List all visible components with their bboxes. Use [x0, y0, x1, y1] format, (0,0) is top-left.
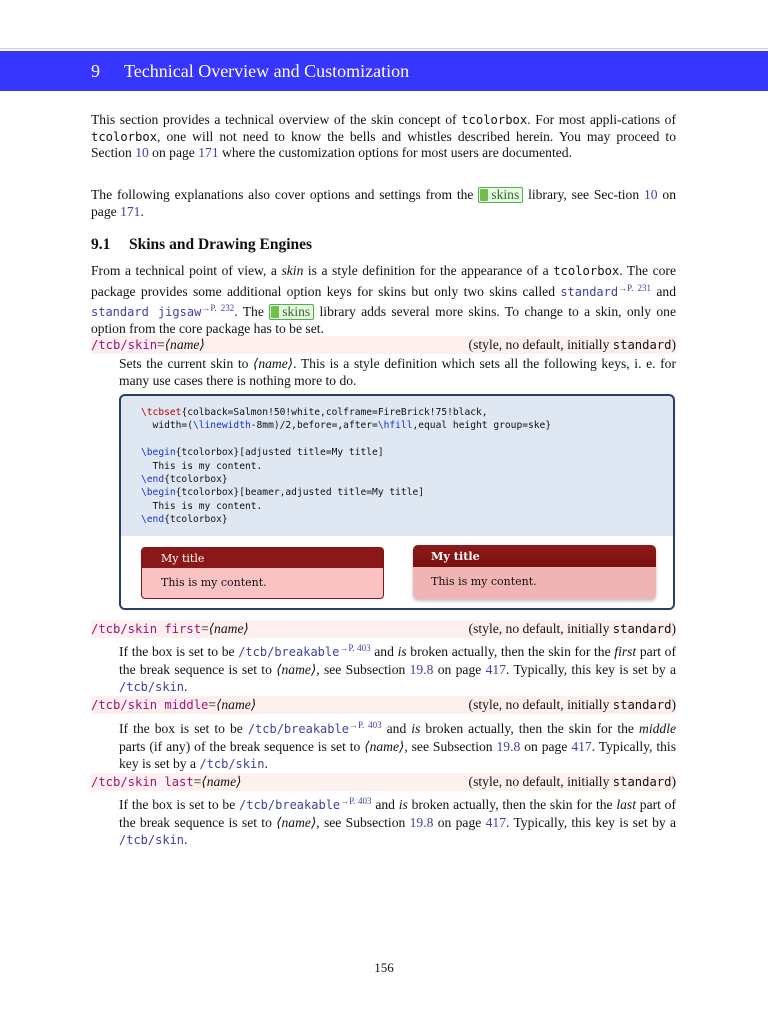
key-name: /tcb/skin first: [91, 622, 202, 636]
beamer-skin-box: [413, 545, 656, 599]
header-rule: [0, 48, 768, 49]
key-type: [469, 697, 676, 713]
key-signature: [91, 337, 205, 353]
text: , see Subsection: [404, 739, 497, 754]
text: and: [651, 283, 676, 299]
key-signature: [91, 621, 249, 637]
text: . Typically, this key is set by a: [505, 662, 677, 677]
text: on page: [148, 145, 199, 161]
text: =: [208, 697, 217, 712]
code-keyword: \begin: [141, 487, 176, 499]
page-link[interactable]: 171: [120, 203, 141, 219]
text: , see Subsection: [316, 815, 410, 830]
code-text: tcolorbox: [553, 264, 620, 278]
text: Sets the current skin to: [119, 356, 254, 371]
code-keyword: \hfill: [377, 420, 413, 432]
code-text: {colback=Salmon!50!white,colframe=FireBrick!75!black,: [181, 407, 488, 418]
box-content: This is my content.: [431, 575, 537, 588]
text: on page: [433, 815, 486, 830]
section-link[interactable]: 10: [135, 145, 149, 161]
text: =: [193, 774, 202, 789]
text: .: [264, 756, 268, 771]
library-icon: [480, 189, 488, 201]
subsection-link[interactable]: 19.8: [409, 815, 434, 830]
box-content: This is my content.: [161, 576, 267, 589]
key-skin-description: [119, 355, 676, 389]
text: broken actually, then the skin for the: [406, 644, 615, 659]
key-skin-last-description: [119, 793, 676, 849]
page-ref[interactable]: →P. 231: [618, 282, 652, 293]
text: library adds several more skins. To change to a skin, only one option from the core package has to be set.: [91, 304, 676, 336]
text: and: [371, 797, 399, 812]
subsection-title: Skins and Drawing Engines: [129, 236, 313, 253]
text: If the box is set to be: [119, 797, 239, 812]
skins-library-badge[interactable]: [269, 304, 314, 320]
text: on page: [91, 187, 676, 219]
text: . For most appli-cations of: [527, 112, 676, 127]
standard-skin-box: [141, 547, 384, 599]
text: part of the break sequence is set to: [119, 797, 676, 830]
subsection-heading: [91, 236, 312, 254]
key-link-skin[interactable]: /tcb/skin: [119, 833, 185, 847]
text: where the customization options for most users are documented.: [218, 145, 572, 161]
key-type: [469, 621, 676, 637]
key-type: [469, 774, 676, 790]
code-text: {tcolorbox}: [164, 474, 228, 486]
emphasis: is: [411, 721, 421, 736]
subsection-link[interactable]: 19.8: [496, 739, 521, 754]
key-link-breakable[interactable]: /tcb/breakable: [247, 722, 349, 736]
key-arg: ⟨name⟩: [276, 662, 317, 677]
example-output: [121, 536, 673, 608]
section-banner: [0, 51, 768, 91]
emphasis: middle: [639, 721, 676, 736]
subsection-number: 9.1: [91, 236, 111, 253]
skin-paragraph: [91, 263, 676, 337]
default-value: standard: [612, 698, 672, 712]
page-link[interactable]: 417: [485, 815, 506, 830]
key-link-breakable[interactable]: /tcb/breakable: [238, 645, 340, 659]
key-type: [469, 337, 676, 353]
text: , see Subsection: [316, 662, 410, 677]
key-signature: [91, 774, 241, 790]
key-arg: ⟨name⟩: [253, 356, 294, 371]
text: broken actually, then the skin for the: [407, 797, 617, 812]
key-link-standard[interactable]: standard: [560, 284, 619, 299]
text: ): [671, 697, 676, 712]
key-signature: [91, 697, 256, 713]
code-text: width=(: [141, 420, 193, 432]
page-ref[interactable]: →P. 232: [201, 303, 235, 314]
text: broken actually, then the skin for the: [420, 721, 639, 736]
code-text: {tcolorbox}: [164, 514, 228, 526]
key-arg: ⟨name⟩: [201, 774, 242, 789]
key-skin-first-header: [91, 620, 676, 638]
text: ): [671, 774, 676, 789]
page-link[interactable]: 417: [485, 662, 506, 677]
text: , one will not need to know the bells and whistles described herein. You may proceed to Section: [91, 128, 676, 161]
text: ): [671, 621, 676, 636]
skins-library-badge[interactable]: [478, 187, 523, 203]
emphasis: is: [398, 797, 408, 812]
text: =: [157, 337, 165, 352]
text: (style, no default, initially: [468, 621, 613, 636]
emphasis: first: [614, 644, 637, 659]
section-title: Technical Overview and Customization: [124, 61, 410, 81]
key-link-skin[interactable]: /tcb/skin: [119, 680, 185, 694]
badge-label: skins: [282, 304, 311, 320]
emphasis: is: [397, 644, 407, 659]
key-link-standard-jigsaw[interactable]: standard jigsaw: [91, 305, 202, 320]
text: part of the break sequence is set to: [119, 644, 676, 677]
default-value: standard: [612, 622, 672, 636]
box-title: My title: [142, 548, 383, 568]
text: is a style definition for the appearance of a: [303, 263, 554, 278]
text: (style, no default, initially: [468, 697, 613, 712]
code-keyword: \end: [141, 514, 165, 526]
page-link[interactable]: 171: [198, 145, 219, 161]
text: ): [671, 337, 676, 352]
page-number: 156: [374, 960, 394, 975]
text: . Typically, this key is set by a: [505, 815, 677, 830]
text: =: [201, 621, 209, 636]
key-arg: ⟨name⟩: [208, 621, 249, 636]
key-link-breakable[interactable]: /tcb/breakable: [239, 798, 341, 812]
text: (style, no default, initially: [468, 337, 613, 352]
intro2-paragraph: [91, 187, 676, 220]
text: From a technical point of view, a: [91, 263, 282, 278]
text: If the box is set to be: [119, 644, 239, 659]
text: on page: [433, 662, 486, 677]
key-link-skin[interactable]: /tcb/skin: [199, 757, 265, 771]
key-name: /tcb/skin last: [91, 775, 194, 789]
text: .: [140, 203, 144, 219]
page-ref[interactable]: →P. 403: [348, 720, 382, 730]
section-number: 9: [91, 61, 100, 81]
emphasis: last: [616, 797, 636, 812]
text: . The core package provides some additional option keys for skins but only two skins called: [91, 263, 676, 299]
subsection-link[interactable]: 19.8: [409, 662, 434, 677]
code-text: ,equal height group=ske}: [412, 420, 552, 432]
code-text: {tcolorbox}[adjusted title=My title]: [175, 447, 384, 459]
intro-paragraph: [91, 112, 676, 162]
key-skin-first-description: [119, 640, 676, 696]
example-box: [119, 394, 675, 610]
text: . This is a style definition which sets all the following keys, i. e. for many use cases there is nothing more to do.: [119, 356, 676, 388]
code-keyword: \linewidth: [192, 420, 251, 432]
text: .: [184, 679, 188, 694]
section-link[interactable]: 10: [643, 187, 658, 202]
text: (style, no default, initially: [468, 774, 613, 789]
key-skin-last-header: [91, 773, 676, 791]
text: and: [370, 644, 398, 659]
default-value: standard: [612, 338, 672, 352]
text: The following explanations also cover options and settings from the: [91, 187, 479, 202]
key-skin-header: [91, 336, 676, 354]
text: on page: [520, 739, 572, 754]
code-text: This is my content.: [141, 460, 263, 472]
text: parts (if any) of the break sequence is set to: [119, 739, 365, 754]
box-title: My title: [413, 545, 656, 567]
code-text: tcolorbox: [461, 113, 528, 127]
code-keyword: \begin: [141, 447, 176, 459]
key-name: /tcb/skin: [91, 338, 158, 352]
page-ref[interactable]: →P. 403: [339, 643, 371, 653]
key-arg: ⟨name⟩: [216, 697, 257, 712]
code-text: {tcolorbox}[beamer,adjusted title=My title]: [175, 487, 425, 499]
code-keyword: \tcbset: [141, 407, 182, 418]
text: .: [184, 832, 188, 847]
text: and: [381, 721, 412, 736]
default-value: standard: [612, 775, 672, 789]
example-code: [141, 406, 551, 527]
emphasis: skin: [281, 263, 304, 278]
page-ref[interactable]: →P. 403: [340, 796, 372, 806]
code-text: tcolorbox: [91, 129, 158, 144]
text: If the box is set to be: [119, 721, 248, 736]
key-skin-middle-description: [119, 717, 676, 773]
text: . The: [234, 304, 270, 320]
text: This section provides a technical overview of the skin concept of: [91, 112, 462, 127]
text: library, see Sec-tion: [523, 187, 644, 202]
badge-label: skins: [491, 187, 520, 202]
code-keyword: \end: [141, 474, 165, 486]
code-text: -8mm)/2,before=,after=: [250, 420, 378, 432]
key-arg: ⟨name⟩: [364, 739, 405, 754]
key-name: /tcb/skin middle: [91, 698, 209, 712]
code-text: This is my content.: [141, 500, 263, 512]
key-arg: ⟨name⟩: [164, 337, 205, 352]
key-skin-middle-header: [91, 696, 676, 714]
text: . Typically, this key is set by a: [119, 739, 676, 771]
key-arg: ⟨name⟩: [276, 815, 317, 830]
library-icon: [271, 306, 279, 318]
page-link[interactable]: 417: [571, 739, 592, 754]
